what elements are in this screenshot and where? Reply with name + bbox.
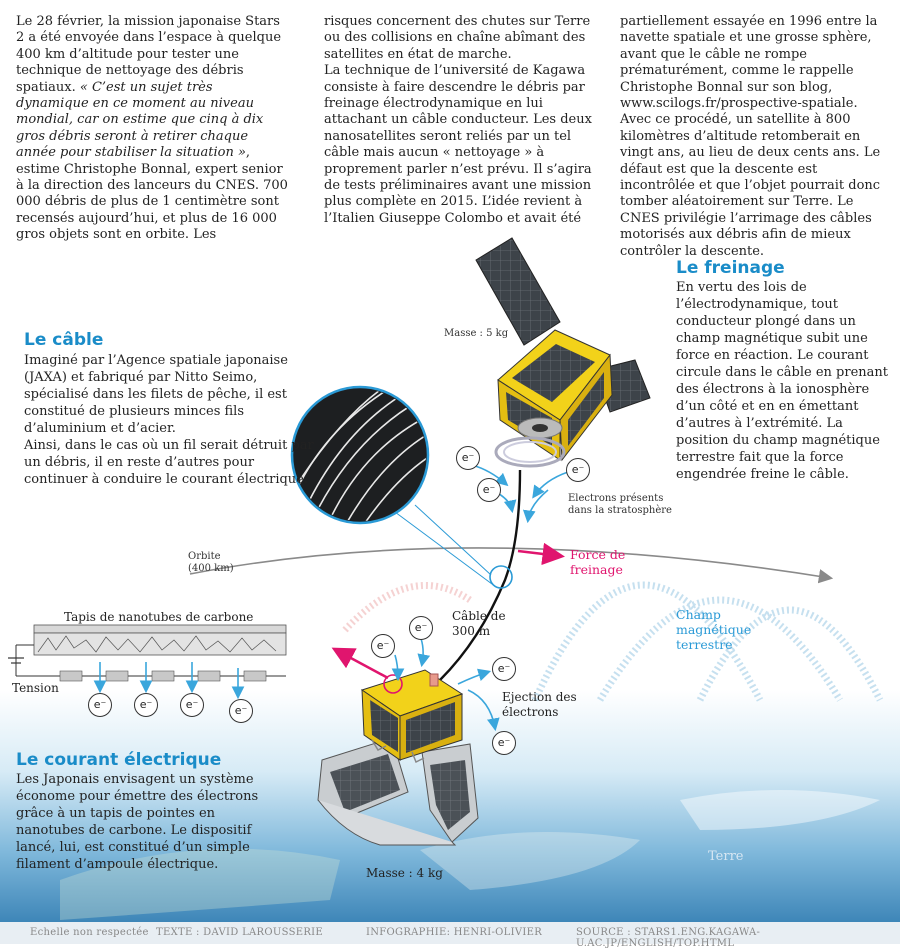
footer-echelle: Echelle non respectée (30, 927, 149, 938)
label-force: Force de freinage (570, 547, 626, 577)
zoom-connector (415, 505, 491, 575)
article-col2-p1: risques concernent des chutes sur Terre ou des collisions en chaîne abîmant des satellites en état de marche. (324, 14, 591, 62)
top-satellite (476, 238, 650, 466)
footer-source: SOURCE : STARS1.ENG.KAGAWA-U.AC.JP/ENGLISH/TOP.HTML (576, 927, 761, 949)
electron-badge: e⁻ (409, 616, 433, 640)
label-masse-top: Masse : 5 kg (444, 328, 509, 339)
article-column-2 (324, 14, 596, 227)
article-intro: Le 28 février, la mission japonaise Stars 2 a été envoyée dans l’espace à quelque 400 km d’altitude pour tester une technique de nettoyage des débris spatiaux. (16, 14, 282, 95)
section-text-freinage: En vertu des lois de l’électrodynamique, tout conducteur plongé dans un champ magnétique subit une force en réaction. Le courant circule dans le câble en prenant des électrons à la ionosphère d’un côté et en en émettant d’autres à l’extrémité. La position du champ magnétique terrestre fait que la force engendrée freine le câble. (676, 280, 889, 482)
electron-badge: e⁻ (180, 693, 204, 717)
electron-badge: e⁻ (492, 731, 516, 755)
section-title-cable: Le câble (24, 330, 104, 350)
section-text-cable (24, 352, 314, 488)
label-ejection: Ejection des électrons (502, 690, 577, 719)
electron-badge: e⁻ (371, 634, 395, 658)
cable-text-p2: Ainsi, dans le cas où un fil serait détruit par un débris, il en reste d’autres pour continuer à conduire le courant électrique. (24, 438, 314, 487)
article-column-3 (620, 14, 892, 260)
footer-infographie: INFOGRAPHIE: HENRI-OLIVIER (366, 927, 543, 938)
label-tension: Tension (12, 681, 59, 695)
label-champ: Champ magnétique terrestre (676, 607, 752, 652)
electron-badge: e⁻ (134, 693, 158, 717)
article-col1-rest: , estime Christophe Bonnal, expert senior à la direction des lanceurs du CNES. 700 000 débris de plus de 1 centimètre sont recensés aujourd’hui, et plus de 16 000 gros objets sont en orbite. Les (16, 145, 288, 243)
article-col3-p1: partiellement essayée en 1996 entre la navette spatiale et une grosse sphère, avant que le câble ne rompe prématurément, comme le rappelle Christophe Bonnal sur son blog, www.scilogs.fr/prospective-spatiale. (620, 14, 878, 112)
electron-badge: e⁻ (229, 699, 253, 723)
label-tapis: Tapis de nanotubes de carbone (64, 610, 254, 624)
electron-badge: e⁻ (88, 693, 112, 717)
label-electrons-strato: Electrons présents dans la stratosphère (568, 493, 672, 516)
article-quote: « C’est un sujet très dynamique en ce moment au niveau mondial, car on estime que cinq à dix gros débris seront à retirer chaque année pour stabiliser la situation » (16, 79, 264, 161)
cable-text-p1: Imaginé par l’Agence spatiale japonaise (JAXA) et fabriqué par Nitto Seimo, spécialisé dans les filets de pêche, il est constitué de plusieurs minces fils d’aluminium et d’acier. (24, 353, 288, 436)
footer-credits (0, 922, 900, 949)
article-column-1 (16, 14, 288, 244)
footer-texte: TEXTE : DAVID LAROUSSERIE (156, 927, 324, 938)
label-masse-bottom: Masse : 4 kg (366, 866, 443, 880)
electron-badge: e⁻ (566, 458, 590, 482)
article-col2-p2: La technique de l’université de Kagawa consiste à faire descendre le débris par freinage électrodynamique en lui attachant un câble conducteur. Les deux nanosatellites seront reliés par un tel câble mais aucun « nettoyage » à proprement parler n’est prévu. Il s’agira de tests préliminaires avant une mission plus complète en 2015. L’idée revient à l’Italien Giuseppe Colombo et avait été (324, 63, 592, 226)
electron-badge: e⁻ (492, 657, 516, 681)
section-title-courant: Le courant électrique (16, 750, 222, 770)
electron-badge: e⁻ (456, 446, 480, 470)
section-text-courant: Les Japonais envisagent un système économe pour émettre des électrons grâce à un tapis de pointes en nanotubes de carbone. Le dispositif lancé, lui, est constitué d’un simple filament d’ampoule électrique. (16, 772, 259, 872)
label-terre: Terre (708, 849, 744, 864)
force-arrow (518, 551, 560, 556)
electron-badge: e⁻ (477, 478, 501, 502)
section-title-freinage: Le freinage (676, 258, 785, 278)
label-orbite: Orbite (400 km) (188, 551, 234, 574)
article-col3-p2: Avec ce procédé, un satellite à 800 kilomètres d’altitude retomberait en vingt ans, au lieu de deux cents ans. Le défaut est que la descente est incontrôlée et que l’objet pourrait donc tomber aléatoirement sur Terre. Le CNES privilégie l’arrimage des câbles motorisés aux débris afin de mieux contrôler la descente. (620, 112, 881, 259)
label-cable-length: Câble de 300 m (452, 609, 506, 638)
